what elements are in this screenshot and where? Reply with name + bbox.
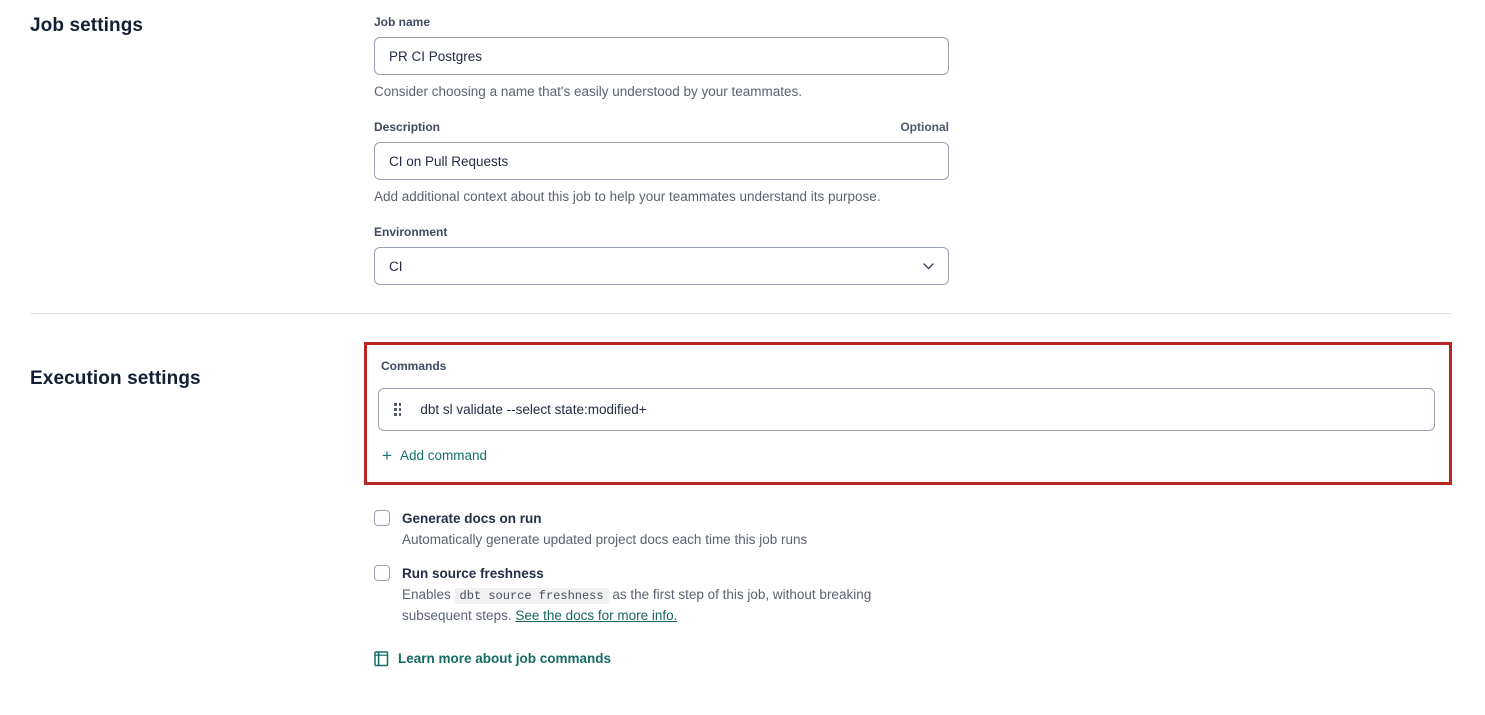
job-name-input[interactable] (374, 37, 949, 75)
generate-docs-row (374, 509, 954, 550)
command-row[interactable] (378, 388, 1435, 431)
environment-select[interactable] (374, 247, 949, 285)
drag-handle-icon[interactable] (394, 403, 401, 415)
environment-field-group (374, 225, 949, 285)
source-freshness-row (374, 564, 954, 626)
description-field-group (374, 120, 949, 204)
source-freshness-description (402, 585, 937, 626)
section-divider (30, 313, 1452, 314)
generate-docs-description: Automatically generate updated project docs each time this job runs (402, 532, 808, 547)
add-command-label: Add command (399, 448, 487, 463)
description-input[interactable] (374, 142, 949, 180)
execution-settings-heading: Execution settings (30, 368, 201, 389)
source-freshness-desc-prefix: Enables (402, 587, 455, 602)
description-label: Description (374, 120, 441, 134)
learn-more-label: Learn more about job commands (398, 651, 612, 666)
source-freshness-docs-link[interactable]: See the docs for more info. (515, 608, 678, 623)
environment-select-value: CI (389, 258, 403, 274)
job-name-help: Consider choosing a name that's easily understood by your teammates. (374, 84, 803, 99)
command-input[interactable]: dbt sl validate --select state:modified+ (420, 402, 647, 417)
source-freshness-code: dbt source freshness (455, 588, 609, 604)
source-freshness-checkbox[interactable] (374, 565, 390, 581)
execution-settings-section (30, 342, 1452, 672)
book-icon (374, 650, 389, 667)
add-command-button[interactable] (382, 447, 487, 464)
job-name-label: Job name (374, 15, 431, 29)
commands-highlight-box (364, 342, 1452, 485)
environment-label: Environment (374, 225, 448, 239)
generate-docs-label[interactable]: Generate docs on run (402, 511, 542, 526)
job-options-group (374, 509, 954, 626)
description-optional-tag: Optional (900, 120, 949, 134)
job-name-field-group (374, 15, 949, 99)
plus-icon: + (382, 446, 392, 465)
description-help: Add additional context about this job to help your teammates understand its purpose. (374, 189, 881, 204)
job-settings-heading: Job settings (30, 15, 144, 36)
chevron-down-icon (923, 263, 934, 270)
commands-label: Commands (381, 359, 447, 373)
learn-more-link[interactable] (374, 650, 611, 667)
job-settings-section (30, 0, 1452, 285)
source-freshness-desc-suffix: as the first step of this job, without breaking subsequent steps. (402, 587, 872, 623)
source-freshness-label[interactable]: Run source freshness (402, 566, 544, 581)
generate-docs-checkbox[interactable] (374, 510, 390, 526)
